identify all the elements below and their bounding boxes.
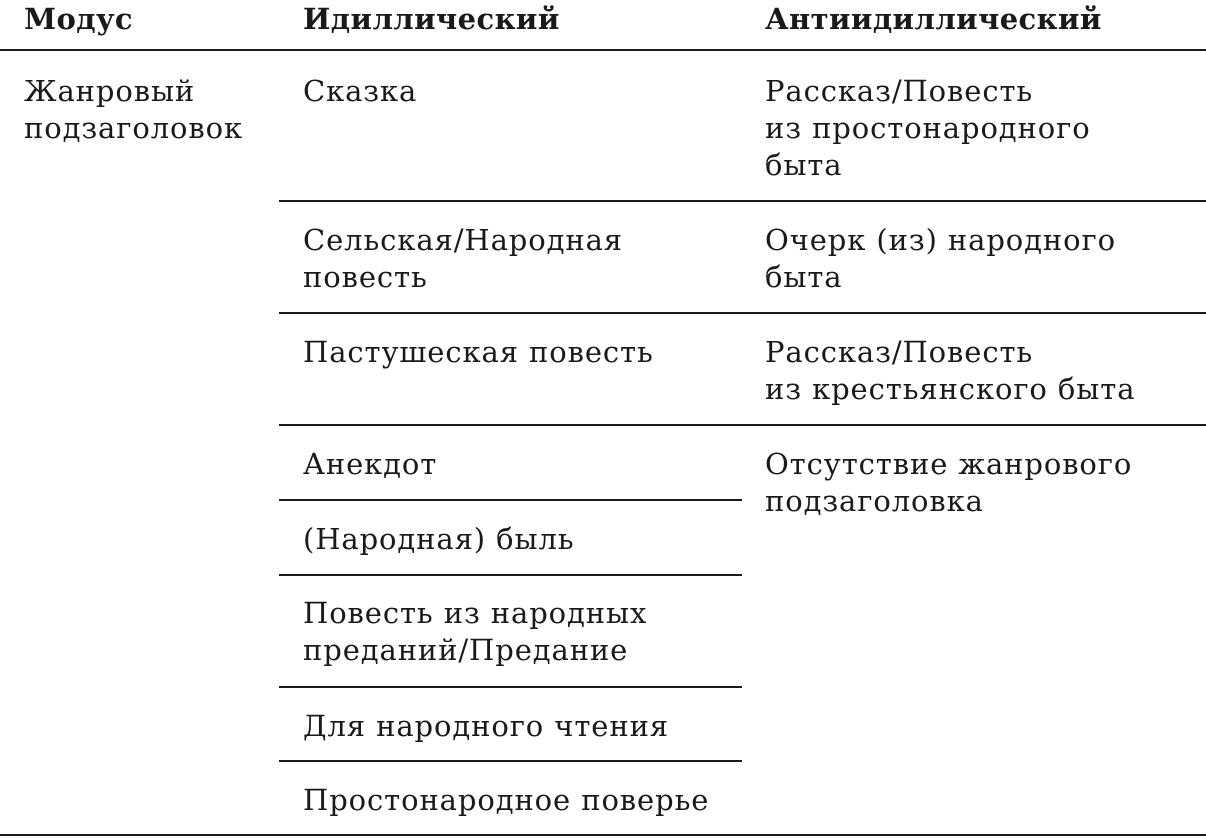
anti-idyllic-cell: Отсутствие жанрового подзаголовка xyxy=(765,447,1133,518)
anti-idyllic-cell: Очерк (из) народного быта xyxy=(765,223,1116,294)
row-rule xyxy=(279,424,1206,426)
idyllic-cell: Повесть из народных преданий/Предание xyxy=(303,596,648,667)
header-modus: Модус xyxy=(24,2,133,36)
anti-idyllic-cell: Рассказ/Повесть из простонародного быта xyxy=(765,74,1091,182)
row-rule xyxy=(279,499,742,501)
idyllic-cell: Сельская/Народная повесть xyxy=(303,223,623,294)
header-idyllic: Идиллический xyxy=(303,2,560,36)
idyllic-cell: Сказка xyxy=(303,74,418,108)
row-rule xyxy=(279,760,742,762)
header-rule xyxy=(0,49,1206,51)
idyllic-cell: Для народного чтения xyxy=(303,709,669,743)
row-rule xyxy=(279,686,742,688)
row-rule xyxy=(279,200,1206,202)
row-rule xyxy=(279,312,1206,314)
bottom-rule xyxy=(0,834,1206,836)
row-label: Жанровый подзаголовок xyxy=(24,74,243,145)
row-rule xyxy=(279,574,742,576)
idyllic-cell: Простонародное поверье xyxy=(303,783,710,817)
anti-idyllic-cell: Рассказ/Повесть из крестьянского быта xyxy=(765,335,1136,406)
idyllic-cell: Пастушеская повесть xyxy=(303,335,654,369)
idyllic-cell: Анекдот xyxy=(303,447,438,481)
idyllic-cell: (Народная) быль xyxy=(303,522,575,556)
header-anti-idyllic: Антиидиллический xyxy=(765,2,1102,36)
